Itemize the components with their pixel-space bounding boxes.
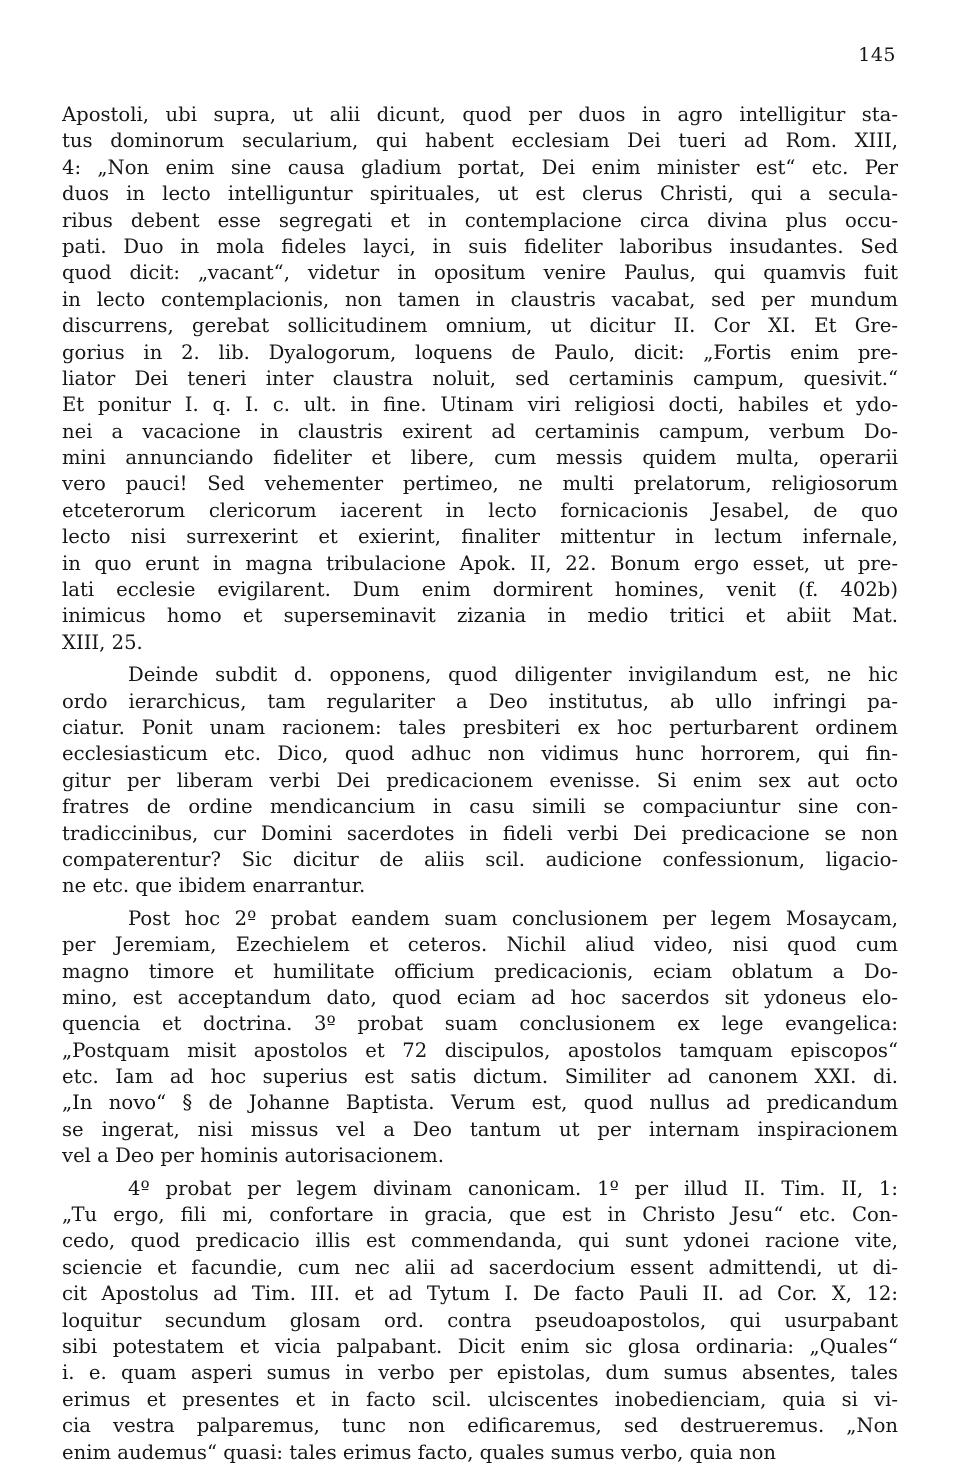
text-line: ne etc. que ibidem enarrantur.: [62, 874, 366, 898]
paragraph: [62, 662, 898, 900]
text-line: magno timore et humilitate officium predicacionis, eciam oblatum a Do-: [62, 959, 898, 983]
text-line: Deinde subdit d. opponens, quod diligenter invigilandum est, ne hic: [128, 663, 898, 687]
body-text: [62, 102, 898, 1466]
text-line: 4º probat per legem divinam canonicam. 1º per illud II. Tim. II, 1:: [128, 1176, 898, 1200]
text-line: tus dominorum secularium, qui habent ecclesiam Dei tueri ad Rom. XIII,: [62, 129, 898, 153]
text-line: etceterorum clericorum iacerent in lecto fornicacionis Jesabel, de quo: [62, 498, 898, 522]
text-line: i. e. quam asperi sumus in verbo per epistolas, dum sumus absentes, tales: [62, 1361, 898, 1385]
paragraph: [62, 102, 898, 656]
text-line: Et ponitur I. q. I. c. ult. in fine. Utinam viri religiosi docti, habiles et ydo-: [62, 393, 898, 417]
text-line: nei a vacacione in claustris exirent ad certaminis campum, verbum Do-: [62, 419, 898, 443]
text-line: se ingerat, nisi missus vel a Deo tantum ut per internam inspiracionem: [62, 1117, 898, 1141]
text-line: 4: „Non enim sine causa gladium portat, Dei enim minister est“ etc. Per: [62, 155, 898, 179]
text-line: quod dicit: „vacant“, videtur in opositum venire Paulus, qui quamvis fuit: [62, 261, 898, 285]
text-line: mini annunciando fideliter et libere, cum messis quidem multa, operarii: [62, 446, 898, 470]
text-line: ordo ierarchicus, tam regulariter a Deo institutus, ab ullo infringi pa-: [62, 689, 898, 713]
text-line: lecto nisi surrexerint et exierint, finaliter mittentur in lectum infernale,: [62, 525, 898, 549]
text-line: vero pauci! Sed vehementer pertimeo, ne multi prelatorum, religiosorum: [62, 472, 898, 496]
text-line: discurrens, gerebat sollicitudinem omnium, ut dicitur II. Cor XI. Et Gre-: [62, 314, 898, 338]
text-line: ecclesiasticum etc. Dico, quod adhuc non vidimus hunc horrorem, qui fin-: [62, 742, 898, 766]
text-line: „In novo“ § de Johanne Baptista. Verum est, quod nullus ad predicandum: [62, 1091, 898, 1115]
text-line: Apostoli, ubi supra, ut alii dicunt, quod per duos in agro intelligitur sta-: [62, 103, 898, 126]
text-line: enim audemus“ quasi: tales erimus facto, quales sumus verbo, quia non: [62, 1440, 777, 1464]
text-line: pati. Duo in mola fideles layci, in suis fideliter laboribus insudantes. Sed: [62, 234, 898, 258]
text-line: quencia et doctrina. 3º probat suam conclusionem ex lege evangelica:: [62, 1012, 898, 1036]
text-line: cia vestra palparemus, tunc non edificaremus, sed destrueremus. „Non: [62, 1414, 898, 1438]
text-line: liator Dei teneri inter claustra noluit, sed certaminis campum, quesivit.“: [62, 366, 898, 390]
paragraph: [62, 906, 898, 1170]
text-line: fratres de ordine mendicancium in casu simili se compaciuntur sine con-: [62, 795, 898, 819]
text-line: „Postquam misit apostolos et 72 discipulos, apostolos tamquam episcopos“: [62, 1038, 898, 1062]
text-line: „Tu ergo, fili mi, confortare in gracia, que est in Christo Jesu“ etc. Con-: [62, 1203, 898, 1227]
text-line: lati ecclesie evigilarent. Dum enim dormirent homines, venit (f. 402b): [62, 578, 898, 602]
text-line: ciatur. Ponit unam racionem: tales presbiteri ex hoc perturbarent ordinem: [62, 715, 898, 739]
text-line: XIII, 25.: [62, 630, 143, 654]
text-line: Post hoc 2º probat eandem suam conclusionem per legem Mosaycam,: [128, 906, 898, 930]
text-line: per Jeremiam, Ezechielem et ceteros. Nichil aliud video, nisi quod cum: [62, 933, 898, 957]
text-line: gitur per liberam verbi Dei predicacionem evenisse. Si enim sex aut octo: [62, 768, 898, 792]
text-line: inimicus homo et superseminavit zizania in medio tritici et abiit Mat.: [62, 604, 898, 628]
paragraph: [62, 1176, 898, 1466]
text-line: mino, est acceptandum dato, quod eciam ad hoc sacerdos sit ydoneus elo-: [62, 985, 898, 1009]
text-line: vel a Deo per hominis autorisacionem.: [62, 1144, 444, 1168]
text-line: in quo erunt in magna tribulacione Apok. II, 22. Bonum ergo esset, ut pre-: [62, 551, 898, 575]
text-line: erimus et presentes et in facto scil. ulciscentes inobedienciam, quia si vi-: [62, 1387, 898, 1411]
text-line: sibi potestatem et vicia palpabant. Dicit enim sic glosa ordinaria: „Quales“: [62, 1334, 898, 1358]
text-line: ribus debent esse segregati et in contemplacione circa divina plus occu-: [62, 208, 898, 232]
text-line: loquitur secundum glosam ord. contra pseudoapostolos, qui usurpabant: [62, 1308, 898, 1332]
text-line: tradiccinibus, cur Domini sacerdotes in fideli verbi Dei predicacione se non: [62, 821, 898, 845]
text-line: compaterentur? Sic dicitur de aliis scil. audicione confessionum, ligacio-: [62, 847, 898, 871]
text-line: cedo, quod predicacio illis est commendanda, qui sunt ydonei racione vite,: [62, 1229, 898, 1253]
text-line: gorius in 2. lib. Dyalogorum, loquens de Paulo, dicit: „Fortis enim pre-: [62, 340, 898, 364]
text-line: sciencie et facundie, cum nec alii ad sacerdocium essent admittendi, ut di-: [62, 1255, 898, 1279]
text-line: duos in lecto intelliguntur spirituales, ut est clerus Christi, qui a secula-: [62, 182, 898, 206]
text-line: in lecto contemplacionis, non tamen in claustris vacabat, sed per mundum: [62, 287, 898, 311]
text-line: etc. Iam ad hoc superius est satis dictum. Similiter ad canonem XXI. di.: [62, 1065, 898, 1089]
text-line: cit Apostolus ad Tim. III. et ad Tytum I. De facto Pauli II. ad Cor. X, 12:: [62, 1282, 898, 1306]
page-number: 145: [858, 44, 896, 66]
